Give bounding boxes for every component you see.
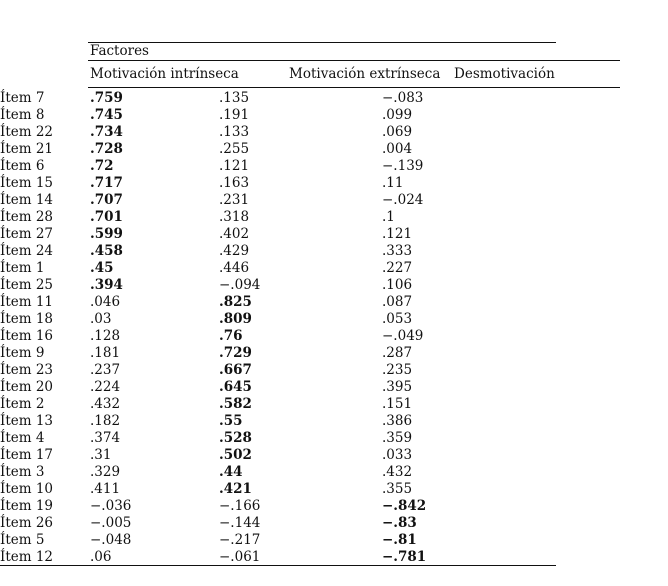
loading-cell: .429 [219,243,250,259]
loading-cell: .701 [90,209,123,225]
row-label: Ítem 6 [0,158,45,174]
row-label: Ítem 22 [0,124,54,140]
loading-cell: .235 [382,362,413,378]
loading-cell: .402 [219,226,250,242]
loading-cell: .394 [90,277,123,293]
loading-cell: .386 [382,413,413,429]
loading-cell: −.842 [382,498,427,514]
row-label: Ítem 26 [0,515,54,531]
loading-cell: .191 [219,107,250,123]
loading-cell: .809 [219,311,252,327]
row-label: Ítem 19 [0,498,54,514]
row-label: Ítem 21 [0,141,54,157]
loading-cell: .76 [219,328,243,344]
row-label: Ítem 24 [0,243,54,259]
loading-cell: .528 [219,430,252,446]
loading-cell: .374 [90,430,121,446]
loading-cell: .135 [219,90,250,106]
loading-cell: −.144 [219,515,261,531]
loading-cell: .729 [219,345,252,361]
row-label: Ítem 15 [0,175,54,191]
loading-cell: .182 [90,413,121,429]
loading-cell: .72 [90,158,114,174]
bottom-rule [0,565,556,566]
row-label: Ítem 11 [0,294,54,310]
loading-cell: .033 [382,447,413,463]
loading-cell: .06 [90,549,112,565]
row-label: Ítem 10 [0,481,54,497]
loading-cell: .151 [382,396,413,412]
row-label: Ítem 16 [0,328,54,344]
loading-cell: .11 [382,175,404,191]
row-label: Ítem 4 [0,430,45,446]
row-label: Ítem 28 [0,209,54,225]
loading-cell: .707 [90,192,123,208]
loading-cell: .446 [219,260,250,276]
loading-cell: .728 [90,141,123,157]
row-label: Ítem 7 [0,90,45,106]
loading-cell: .133 [219,124,250,140]
loading-cell: −.094 [219,277,261,293]
header-rule [88,87,620,88]
loading-cell: −.166 [219,498,261,514]
loading-cell: −.005 [90,515,132,531]
loading-cell: .395 [382,379,413,395]
loading-cell: −.139 [382,158,424,174]
loading-cell: −.81 [382,532,417,548]
loading-cell: .717 [90,175,123,191]
row-label: Ítem 18 [0,311,54,327]
row-label: Ítem 5 [0,532,45,548]
row-label: Ítem 20 [0,379,54,395]
row-label: Ítem 13 [0,413,54,429]
loading-cell: .759 [90,90,123,106]
row-label: Ítem 3 [0,464,45,480]
loading-cell: .069 [382,124,413,140]
loading-cell: .745 [90,107,123,123]
loading-cell: .1 [382,209,395,225]
loading-cell: .667 [219,362,252,378]
loading-cell: −.083 [382,90,424,106]
top-rule [88,42,556,43]
loading-cell: .255 [219,141,250,157]
col-header-intrinsic: Motivación intrínseca [90,66,239,82]
loading-cell: .355 [382,481,413,497]
loading-cell: −.036 [90,498,132,514]
loading-cell: .421 [219,481,252,497]
loading-cell: .128 [90,328,121,344]
loading-cell: .224 [90,379,121,395]
loading-cell: −.048 [90,532,132,548]
loading-cell: .734 [90,124,123,140]
row-label: Ítem 9 [0,345,45,361]
loading-cell: .645 [219,379,252,395]
loading-cell: .181 [90,345,121,361]
loading-cell: .45 [90,260,114,276]
loading-cell: .502 [219,447,252,463]
row-label: Ítem 1 [0,260,45,276]
loading-cell: .121 [382,226,413,242]
loading-cell: −.781 [382,549,427,565]
row-label: Ítem 23 [0,362,54,378]
loading-cell: −.024 [382,192,424,208]
loading-cell: .163 [219,175,250,191]
loading-cell: .318 [219,209,250,225]
loading-cell: .359 [382,430,413,446]
row-label: Ítem 27 [0,226,54,242]
row-label: Ítem 2 [0,396,45,412]
loading-cell: −.061 [219,549,261,565]
loading-cell: .411 [90,481,121,497]
loading-cell: −.049 [382,328,424,344]
loading-cell: .227 [382,260,413,276]
loading-cell: .03 [90,311,112,327]
loading-cell: .287 [382,345,413,361]
row-label: Ítem 14 [0,192,54,208]
loading-cell: .825 [219,294,252,310]
loading-cell: .237 [90,362,121,378]
loading-cell: .004 [382,141,413,157]
loading-cell: −.83 [382,515,417,531]
loading-cell: .231 [219,192,250,208]
col-header-amotivation: Desmotivación [454,66,555,82]
spanner-rule [88,60,620,61]
loading-cell: .106 [382,277,413,293]
row-label: Ítem 25 [0,277,54,293]
loading-cell: .31 [90,447,112,463]
loading-cell: .599 [90,226,123,242]
loading-cell: .329 [90,464,121,480]
row-label: Ítem 12 [0,549,54,565]
row-label: Ítem 17 [0,447,54,463]
loading-cell: .099 [382,107,413,123]
loading-cell: .046 [90,294,121,310]
loading-cell: .333 [382,243,413,259]
loading-cell: .44 [219,464,243,480]
loading-cell: .55 [219,413,243,429]
loading-cell: .053 [382,311,413,327]
row-label: Ítem 8 [0,107,45,123]
loading-cell: .582 [219,396,252,412]
loading-cell: .458 [90,243,123,259]
loading-cell: −.217 [219,532,261,548]
factores-spanner: Factores [90,43,149,59]
loading-cell: .432 [90,396,121,412]
loading-cell: .432 [382,464,413,480]
loading-cell: .121 [219,158,250,174]
col-header-extrinsic: Motivación extrínseca [289,66,441,82]
loading-cell: .087 [382,294,413,310]
